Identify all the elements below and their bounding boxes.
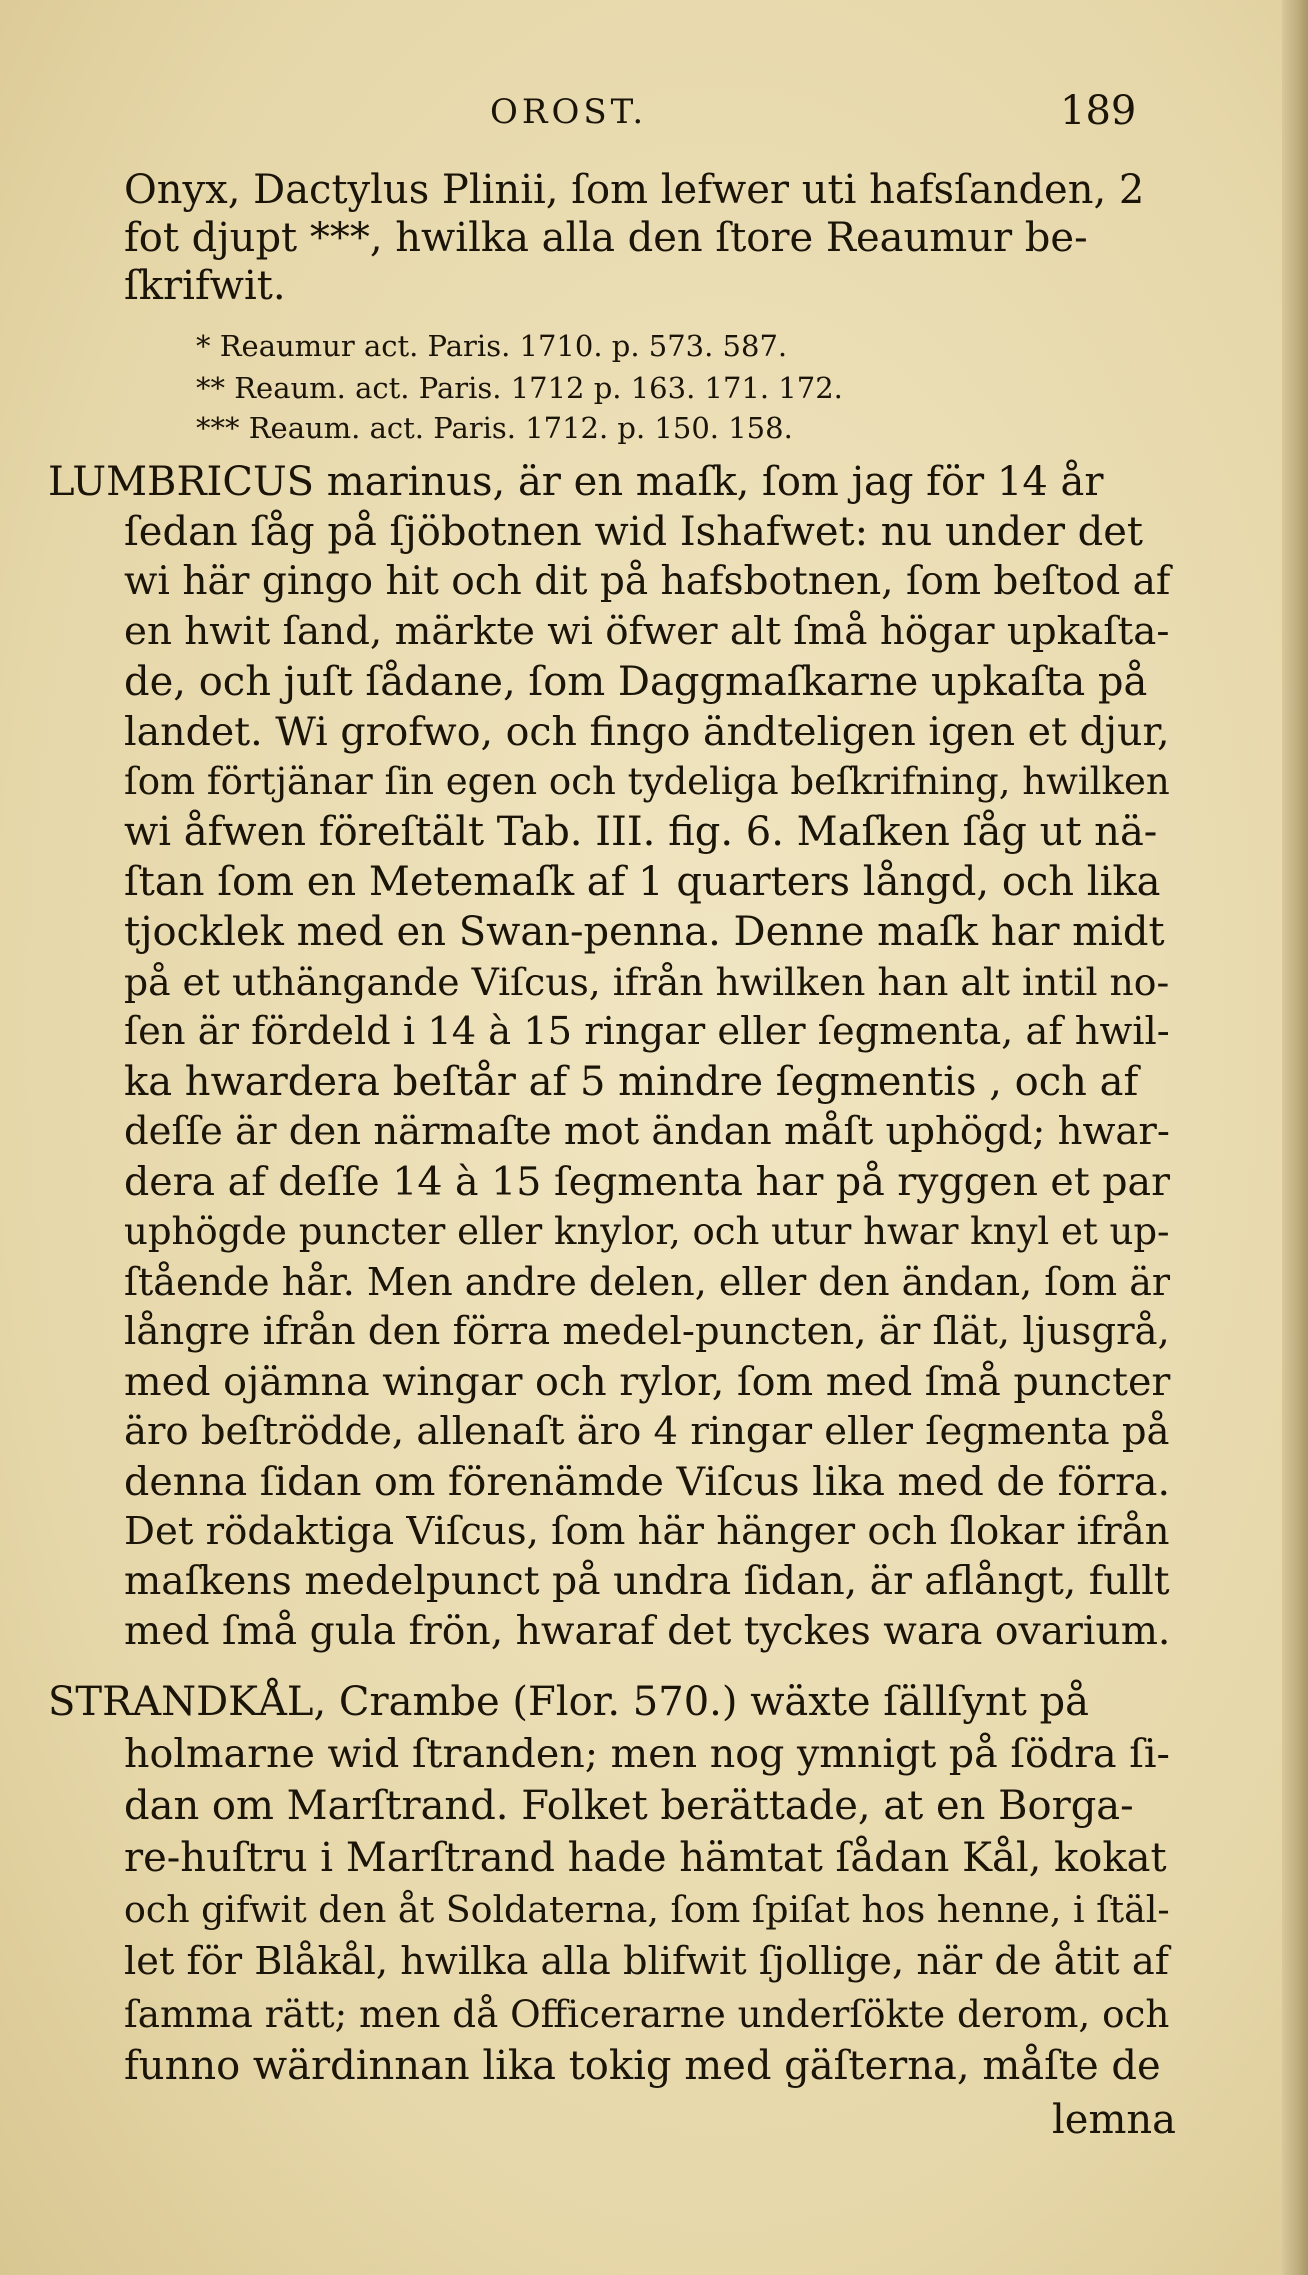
text-line: let för Blåkål, hwilka alla blifwit ſjollige, när de åtit af	[124, 1939, 1169, 1984]
text-line: deſſe är den närmaſte mot ändan måſt uphögd; hwar-	[124, 1109, 1170, 1154]
footnote: *** Reaum. act. Paris. 1712. p. 150. 158.	[196, 411, 793, 445]
text-line: dan om Marſtrand. Folket berättade, at en Borga-	[124, 1783, 1134, 1829]
catchword: lemna	[1052, 2097, 1177, 2143]
text-line: Onyx, Dactylus Plinii, ſom lefwer uti hafsſanden, 2	[124, 167, 1145, 213]
text-line: Det rödaktiga Viſcus, ſom här hänger och ſlokar ifrån	[124, 1509, 1170, 1554]
text-line: holmarne wid ſtranden; men nog ymnigt på ſödra ſi-	[124, 1731, 1170, 1777]
running-title: OROST.	[490, 92, 648, 132]
text-line: ſtan ſom en Metemaſk af 1 quarters långd, och lika	[124, 859, 1161, 905]
text-line: ſedan ſåg på ſjöbotnen wid Ishafwet: nu under det	[124, 509, 1144, 555]
text-line: de, och juſt ſådane, ſom Daggmaſkarne upkaſta på	[124, 659, 1148, 705]
text-line: fot djupt ***, hwilka alla den ſtore Reaumur be-	[124, 215, 1088, 261]
text-line: ſen är fördeld i 14 à 15 ringar eller ſegmenta, af hwil-	[124, 1009, 1170, 1054]
text-line: med ſmå gula frön, hwaraf det tyckes wara ovarium.	[124, 1609, 1171, 1654]
text-line: tjocklek med en Swan-penna. Denne maſk har midt	[124, 909, 1165, 955]
text-line: wi åfwen föreſtält Tab. III. fig. 6. Maſken ſåg ut nä-	[124, 809, 1158, 855]
text-line: långre ifrån den förra medel-puncten, är ſlät, ljusgrå,	[124, 1309, 1170, 1354]
text-line: uphögde puncter eller knylor, och utur hwar knyl et up-	[124, 1210, 1170, 1253]
text-line: ſkrifwit.	[124, 263, 286, 309]
text-line: wi här gingo hit och dit på hafsbotnen, ſom beſtod af	[124, 559, 1171, 604]
text-line: äro beſtrödde, allenaſt äro 4 ringar eller ſegmenta på	[124, 1409, 1170, 1454]
page-edge	[1282, 0, 1308, 2275]
text-line: funno wärdinnan lika tokig med gäſterna, måſte de	[124, 2043, 1161, 2089]
text-line: och gifwit den åt Soldaterna, ſom ſpiſat hos henne, i ſtäl-	[124, 1888, 1170, 1931]
text-line: ſom förtjänar ſin egen och tydeliga beſkrifning, hwilken	[124, 760, 1170, 803]
text-line: re-huſtru i Marſtrand hade hämtat ſådan Kål, kokat	[124, 1835, 1167, 1881]
text-line: på et uthängande Viſcus, ifrån hwilken han alt intil no-	[124, 960, 1170, 1004]
text-line: denna ſidan om förenämde Viſcus lika med de förra.	[124, 1459, 1171, 1505]
page-number: 189	[1060, 88, 1137, 134]
text-line: maſkens medelpunct på undra ſidan, är aflångt, fullt	[124, 1559, 1170, 1604]
text-line: ſtående hår. Men andre delen, eller den ändan, ſom är	[124, 1260, 1170, 1304]
text-line: ſamma rätt; men då Officerarne underſökte derom, och	[124, 1992, 1170, 2036]
text-line: STRANDKÅL, Crambe (Flor. 570.) wäxte ſällſynt på	[48, 1679, 1089, 1725]
footnote: ** Reaum. act. Paris. 1712 p. 163. 171. 172.	[196, 371, 843, 405]
text-line: en hwit ſand, märkte wi öfwer alt ſmå högar upkaſta-	[124, 609, 1170, 654]
text-line: dera af deſſe 14 à 15 ſegmenta har på ryggen et par	[124, 1159, 1170, 1205]
text-line: med ojämna wingar och rylor, ſom med ſmå puncter	[124, 1359, 1171, 1405]
text-line: LUMBRICUS marinus, är en maſk, ſom jag för 14 år	[48, 459, 1104, 505]
text-line: ka hwardera beſtår af 5 mindre ſegmentis , och af	[124, 1059, 1139, 1105]
footnote: * Reaumur act. Paris. 1710. p. 573. 587.	[196, 329, 788, 363]
text-line: landet. Wi grofwo, och fingo ändteligen igen et djur,	[124, 709, 1170, 755]
